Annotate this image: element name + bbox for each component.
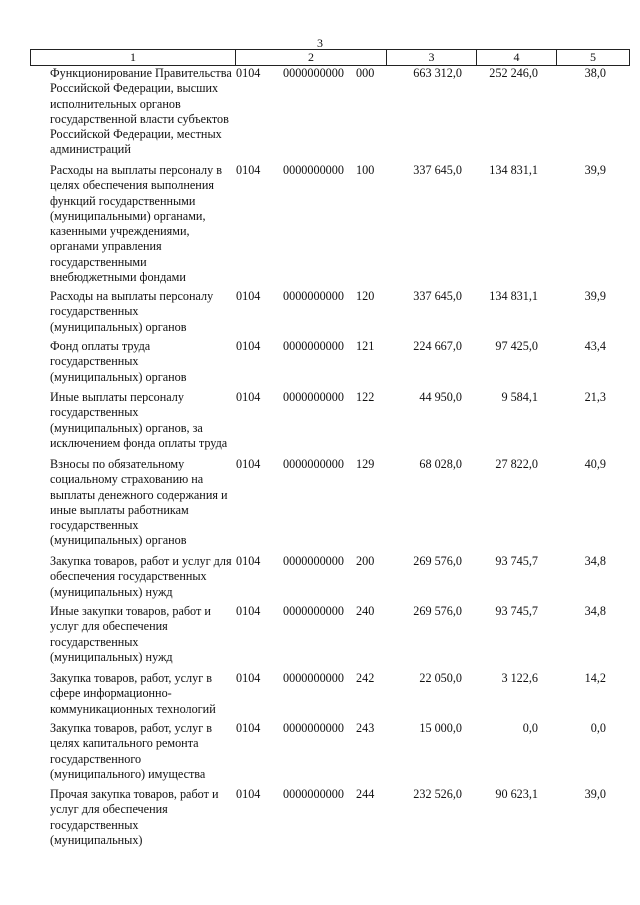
row-percent: 14,2 <box>584 671 606 685</box>
row-name: Расходы на выплаты персоналу в целях обеспечения выполнения функций государственными (муниципальными) органами, казенными учреждениями, органами управления государственными внебюджетными фондами <box>50 163 222 285</box>
header-col-3: 3 <box>386 50 476 65</box>
row-name: Закупка товаров, работ, услуг в целях капитального ремонта государственного (муниципального) имущества <box>50 721 212 781</box>
row-plan: 663 312,0 <box>413 66 462 80</box>
row-section: 0104 <box>236 604 261 618</box>
row-percent: 43,4 <box>584 339 606 353</box>
row-fact: 9 584,1 <box>501 390 538 404</box>
header-col-4: 4 <box>476 50 556 65</box>
page-number: 3 <box>317 36 323 50</box>
row-vr: 244 <box>356 787 375 801</box>
row-percent: 34,8 <box>584 554 606 568</box>
row-name: Расходы на выплаты персоналу государственных (муниципальных) органов <box>50 289 214 334</box>
row-vr: 120 <box>356 289 375 303</box>
row-fact: 27 822,0 <box>495 457 538 471</box>
table-header <box>30 49 630 66</box>
row-csr: 0000000000 <box>283 163 344 177</box>
row-section: 0104 <box>236 289 261 303</box>
row-plan: 337 645,0 <box>413 289 462 303</box>
row-fact: 134 831,1 <box>489 289 538 303</box>
row-plan: 269 576,0 <box>413 554 462 568</box>
row-percent: 40,9 <box>584 457 606 471</box>
row-vr: 122 <box>356 390 375 404</box>
row-name: Взносы по обязательному социальному страхованию на выплаты денежного содержания и иные выплаты работникам государственных (муниципальных) органов <box>50 457 228 548</box>
row-vr: 121 <box>356 339 375 353</box>
row-csr: 0000000000 <box>283 721 344 735</box>
row-percent: 0,0 <box>590 721 606 735</box>
row-fact: 0,0 <box>522 721 538 735</box>
row-fact: 90 623,1 <box>495 787 538 801</box>
row-percent: 38,0 <box>584 66 606 80</box>
row-name: Фонд оплаты труда государственных (муниципальных) органов <box>50 339 187 384</box>
row-vr: 000 <box>356 66 375 80</box>
row-vr: 243 <box>356 721 375 735</box>
row-plan: 15 000,0 <box>419 721 462 735</box>
row-section: 0104 <box>236 554 261 568</box>
row-fact: 93 745,7 <box>495 604 538 618</box>
row-fact: 93 745,7 <box>495 554 538 568</box>
row-csr: 0000000000 <box>283 66 344 80</box>
row-vr: 200 <box>356 554 375 568</box>
row-percent: 39,9 <box>584 289 606 303</box>
row-section: 0104 <box>236 66 261 80</box>
row-vr: 100 <box>356 163 375 177</box>
row-section: 0104 <box>236 390 261 404</box>
row-section: 0104 <box>236 457 261 471</box>
header-col-5: 5 <box>556 50 629 65</box>
row-section: 0104 <box>236 787 261 801</box>
row-name: Функционирование Правительства Российской Федерации, высших исполнительных органов государственной власти субъектов Российской Федерации, местных администраций <box>50 66 232 157</box>
row-plan: 337 645,0 <box>413 163 462 177</box>
row-fact: 3 122,6 <box>501 671 538 685</box>
row-plan: 269 576,0 <box>413 604 462 618</box>
row-plan: 44 950,0 <box>419 390 462 404</box>
row-csr: 0000000000 <box>283 289 344 303</box>
row-section: 0104 <box>236 339 261 353</box>
row-percent: 39,9 <box>584 163 606 177</box>
row-csr: 0000000000 <box>283 787 344 801</box>
row-fact: 252 246,0 <box>489 66 538 80</box>
row-name: Закупка товаров, работ и услуг для обеспечения государственных (муниципальных) нужд <box>50 554 232 599</box>
row-percent: 39,0 <box>584 787 606 801</box>
row-vr: 129 <box>356 457 375 471</box>
header-col-2: 2 <box>235 50 386 65</box>
header-col-1: 1 <box>130 50 136 64</box>
row-percent: 21,3 <box>584 390 606 404</box>
row-section: 0104 <box>236 721 261 735</box>
row-plan: 22 050,0 <box>419 671 462 685</box>
row-csr: 0000000000 <box>283 604 344 618</box>
row-section: 0104 <box>236 671 261 685</box>
row-name: Иные выплаты персоналу государственных (муниципальных) органов, за исключением фонда оплаты труда <box>50 390 228 450</box>
row-csr: 0000000000 <box>283 457 344 471</box>
row-plan: 224 667,0 <box>413 339 462 353</box>
row-csr: 0000000000 <box>283 554 344 568</box>
row-csr: 0000000000 <box>283 390 344 404</box>
row-fact: 97 425,0 <box>495 339 538 353</box>
row-vr: 242 <box>356 671 375 685</box>
row-percent: 34,8 <box>584 604 606 618</box>
row-plan: 68 028,0 <box>419 457 462 471</box>
row-name: Закупка товаров, работ, услуг в сфере информационно-коммуникационных технологий <box>50 671 216 716</box>
row-section: 0104 <box>236 163 261 177</box>
row-fact: 134 831,1 <box>489 163 538 177</box>
row-csr: 0000000000 <box>283 671 344 685</box>
row-name: Иные закупки товаров, работ и услуг для обеспечения государственных (муниципальных) нужд <box>50 604 211 664</box>
row-csr: 0000000000 <box>283 339 344 353</box>
row-name: Прочая закупка товаров, работ и услуг для обеспечения государственных (муниципальных) <box>50 787 219 847</box>
row-vr: 240 <box>356 604 375 618</box>
row-plan: 232 526,0 <box>413 787 462 801</box>
